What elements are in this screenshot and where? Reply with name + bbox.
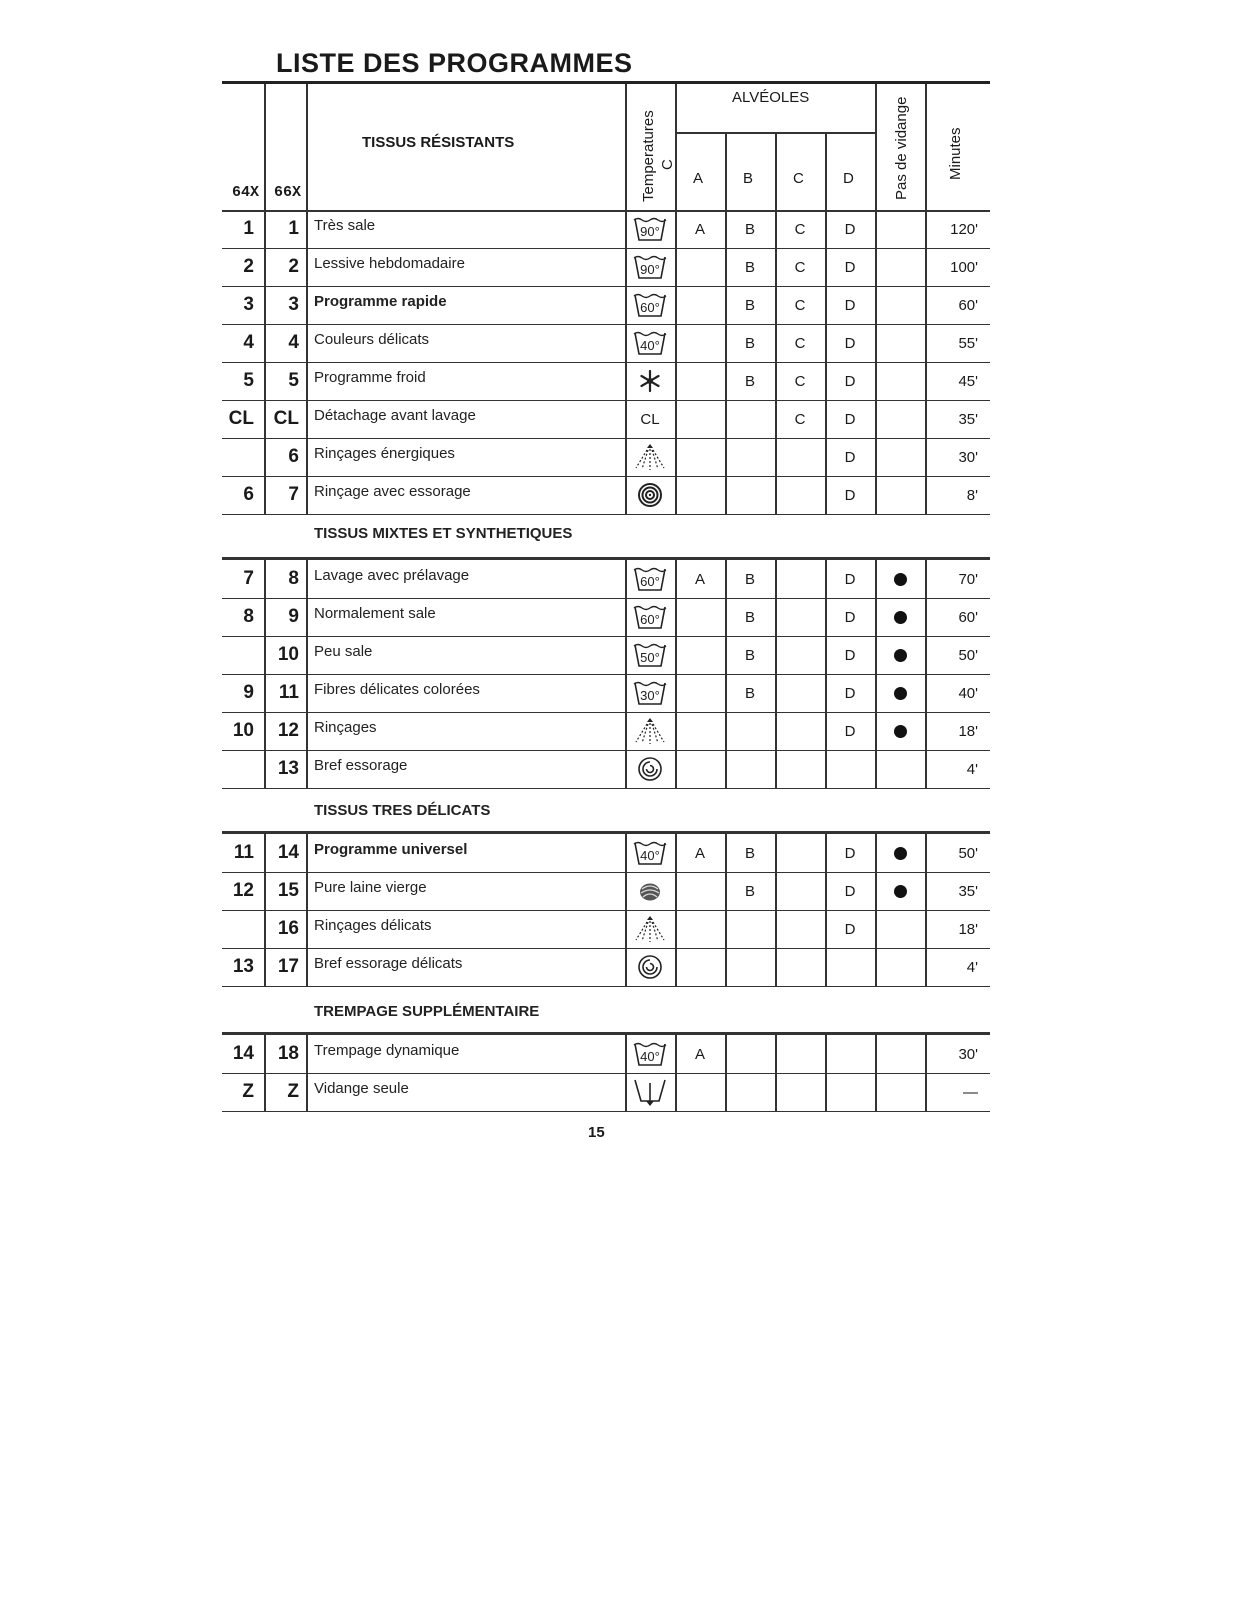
minutes-value: — [963, 1083, 978, 1101]
alveole-a [675, 400, 725, 438]
table-row [222, 248, 990, 287]
svg-text:40°: 40° [640, 338, 660, 353]
program-name: Bref essorage délicats [314, 955, 463, 972]
alveole-a [675, 362, 725, 400]
svg-text:60°: 60° [640, 300, 660, 315]
alveole-a: A [694, 1045, 705, 1063]
alveole-b: B [744, 372, 755, 390]
program-number-64x: 3 [243, 294, 254, 315]
program-number-64x: 4 [243, 332, 254, 353]
alveole-d: D [844, 410, 856, 428]
alveole-b: B [744, 646, 755, 664]
section-title: TREMPAGE SUPPLÉMENTAIRE [314, 1003, 540, 1020]
program-name: Normalement sale [314, 605, 436, 622]
alveole-d [825, 750, 875, 788]
program-number-64x: Z [242, 1081, 254, 1102]
alveole-a [675, 1073, 725, 1111]
alveole-d [825, 1073, 875, 1111]
alveole-a: A [694, 220, 705, 238]
program-number-64x [222, 910, 264, 948]
rinse-icon [625, 712, 675, 750]
program-name: Programme rapide [314, 293, 447, 310]
alveole-c: C [794, 296, 806, 314]
alveole-c [775, 674, 825, 712]
svg-text:90°: 90° [640, 224, 660, 239]
program-number-66x: 16 [277, 918, 299, 939]
program-number-66x: 4 [288, 332, 299, 353]
spin-icon [625, 948, 675, 986]
header-alv-a: A [693, 170, 704, 187]
temp-50-icon [625, 636, 675, 674]
minutes-value: 4' [966, 958, 978, 976]
alveole-d: D [844, 722, 856, 740]
program-name: Très sale [314, 217, 376, 234]
alveole-a [675, 948, 725, 986]
temp-60-icon [625, 286, 675, 324]
alveole-c [775, 1035, 825, 1073]
minutes-value: 50' [958, 844, 978, 862]
dot-icon [894, 885, 907, 898]
minutes-value: 60' [958, 608, 978, 626]
program-name: Bref essorage [314, 757, 408, 774]
header-minutes: Minutes [947, 127, 964, 180]
program-number-64x [222, 438, 264, 476]
alveole-c [775, 636, 825, 674]
alveole-b: B [744, 608, 755, 626]
svg-text:50°: 50° [640, 650, 660, 665]
alveole-b [725, 712, 775, 750]
program-number-64x: 9 [243, 682, 254, 703]
alveole-b [725, 750, 775, 788]
pas-de-vidange-cell [875, 210, 925, 248]
header-64x: 64X [232, 184, 260, 201]
program-number-66x: 14 [277, 842, 299, 863]
alveole-d: D [844, 844, 856, 862]
program-name: Vidange seule [314, 1080, 409, 1097]
table-row [222, 286, 990, 325]
alveole-d: D [844, 334, 856, 352]
minutes-value: 30' [958, 448, 978, 466]
alveole-c [775, 948, 825, 986]
table-row [222, 1073, 990, 1112]
program-number-66x: 5 [288, 370, 299, 391]
alveole-b [725, 948, 775, 986]
minutes-value: 8' [966, 486, 978, 504]
alveole-b [725, 476, 775, 514]
pas-de-vidange-cell [875, 286, 925, 324]
pas-de-vidange-cell [875, 476, 925, 514]
alveole-b [725, 438, 775, 476]
alveole-d: D [844, 258, 856, 276]
program-number-64x: 1 [243, 218, 254, 239]
table-row [222, 210, 990, 249]
alveole-a [675, 286, 725, 324]
program-number-66x: 17 [277, 956, 299, 977]
program-number-64x: 7 [243, 568, 254, 589]
dot-icon [894, 611, 907, 624]
pas-de-vidange-cell [875, 362, 925, 400]
header-temperatures: Temperatures [640, 110, 657, 202]
minutes-value: 35' [958, 410, 978, 428]
program-number-64x: 12 [232, 880, 254, 901]
table-row [222, 872, 990, 911]
drain-icon [625, 1073, 675, 1111]
alveole-c [775, 598, 825, 636]
minutes-value: 18' [958, 722, 978, 740]
program-name: Rinçages énergiques [314, 445, 455, 462]
alveole-c: C [794, 410, 806, 428]
minutes-value: 4' [966, 760, 978, 778]
alveole-d [825, 948, 875, 986]
dot-icon [894, 847, 907, 860]
alveole-a [675, 476, 725, 514]
table-row [222, 910, 990, 949]
table-row [222, 948, 990, 987]
program-number-64x: CL [228, 408, 254, 429]
spin-icon [625, 750, 675, 788]
svg-text:90°: 90° [640, 262, 660, 277]
alveole-b [725, 1073, 775, 1111]
alveole-a [675, 598, 725, 636]
section-title: TISSUS TRES DÉLICATS [314, 802, 491, 819]
program-name: Trempage dynamique [314, 1042, 460, 1059]
temp-40-icon [625, 834, 675, 872]
dot-icon [894, 687, 907, 700]
program-name: Fibres délicates colorées [314, 681, 480, 698]
section-rule [222, 1032, 990, 1035]
table-row [222, 674, 990, 713]
program-name: Programme froid [314, 369, 426, 386]
table-row [222, 362, 990, 401]
table-row [222, 324, 990, 363]
table-row [222, 712, 990, 751]
program-number-66x: 9 [288, 606, 299, 627]
minutes-value: 60' [958, 296, 978, 314]
alveole-c [775, 750, 825, 788]
table-row [222, 636, 990, 675]
section-rule [222, 557, 990, 560]
pas-de-vidange-cell [875, 910, 925, 948]
pas-de-vidange-cell [875, 948, 925, 986]
svg-text:60°: 60° [640, 612, 660, 627]
alveole-c [775, 872, 825, 910]
header-alv-c: C [793, 170, 804, 187]
section-rule [222, 831, 990, 834]
table-row [222, 476, 990, 515]
program-name: Programme universel [314, 841, 468, 858]
minutes-value: 55' [958, 334, 978, 352]
program-number-64x: 11 [233, 842, 254, 863]
table-row [222, 560, 990, 599]
pas-de-vidange-cell [875, 750, 925, 788]
alveole-a: A [694, 844, 705, 862]
alveole-a [675, 910, 725, 948]
rinse-icon [625, 910, 675, 948]
program-number-66x: 18 [277, 1043, 299, 1064]
spin-spiral-icon [625, 476, 675, 514]
alveole-c: C [794, 258, 806, 276]
program-number-64x [222, 636, 264, 674]
alveole-d: D [844, 296, 856, 314]
pas-de-vidange-cell [875, 248, 925, 286]
program-name: Rinçages [314, 719, 377, 736]
program-number-66x: 6 [288, 446, 299, 467]
alveole-c: C [794, 220, 806, 238]
program-number-64x: 6 [243, 484, 254, 505]
minutes-value: 120' [950, 220, 978, 238]
alveole-b: B [744, 882, 755, 900]
alveole-d: D [844, 220, 856, 238]
pas-de-vidange-cell [875, 560, 925, 598]
program-name: Couleurs délicats [314, 331, 430, 348]
minutes-value: 50' [958, 646, 978, 664]
alveole-a [675, 750, 725, 788]
page-number: 15 [588, 1124, 605, 1141]
program-number-64x: 14 [232, 1043, 254, 1064]
program-number-66x: 15 [277, 880, 299, 901]
header-alveoles: ALVÉOLES [732, 89, 810, 106]
temp-40-icon [625, 324, 675, 362]
dot-icon [894, 725, 907, 738]
program-number-66x: CL [273, 408, 299, 429]
alveole-b: B [744, 258, 755, 276]
program-number-64x: 2 [243, 256, 254, 277]
table-row [222, 1035, 990, 1074]
alveole-c [775, 834, 825, 872]
table-row [222, 834, 990, 873]
alveole-c [775, 560, 825, 598]
section-title: TISSUS MIXTES ET SYNTHETIQUES [314, 525, 573, 542]
table-header [222, 84, 990, 212]
svg-text:30°: 30° [640, 688, 660, 703]
header-temp-unit: C [659, 159, 676, 170]
snowflake-icon [625, 362, 675, 400]
pas-de-vidange-cell [875, 324, 925, 362]
program-name: Rinçages délicats [314, 917, 432, 934]
program-name: Lavage avec prélavage [314, 567, 470, 584]
temp-30-icon [625, 674, 675, 712]
svg-text:40°: 40° [640, 1049, 660, 1064]
alveole-d: D [844, 684, 856, 702]
program-name: Rinçage avec essorage [314, 483, 471, 500]
table-row [222, 438, 990, 477]
minutes-value: 40' [958, 684, 978, 702]
program-number-64x: 10 [232, 720, 254, 741]
alveole-a [675, 636, 725, 674]
alveole-c: C [794, 334, 806, 352]
alveole-d [825, 1035, 875, 1073]
program-number-64x [222, 750, 264, 788]
program-number-66x: 8 [288, 568, 299, 589]
dot-icon [894, 573, 907, 586]
header-66x: 66X [274, 184, 302, 201]
temp-60-icon [625, 598, 675, 636]
alveole-b [725, 400, 775, 438]
program-name: Lessive hebdomadaire [314, 255, 465, 272]
alveole-b: B [744, 684, 755, 702]
pas-de-vidange-cell [875, 674, 925, 712]
minutes-value: 100' [950, 258, 978, 276]
alveole-b: B [744, 570, 755, 588]
alveole-c [775, 910, 825, 948]
pas-de-vidange-cell [875, 598, 925, 636]
alveole-a [675, 438, 725, 476]
header-alv-d: D [843, 170, 854, 187]
minutes-value: 45' [958, 372, 978, 390]
cl-symbol: CL [640, 410, 660, 428]
temp-40-icon [625, 1035, 675, 1073]
program-number-64x: 8 [243, 606, 254, 627]
pas-de-vidange-cell [875, 1073, 925, 1111]
alveole-d: D [844, 372, 856, 390]
program-number-66x: 1 [288, 218, 299, 239]
temp-90-icon [625, 210, 675, 248]
alveole-a: A [694, 570, 705, 588]
alveole-d: D [844, 646, 856, 664]
dot-icon [894, 649, 907, 662]
program-number-66x: Z [287, 1081, 299, 1102]
alveole-d: D [844, 448, 856, 466]
program-name: Pure laine vierge [314, 879, 427, 896]
pas-de-vidange-cell [875, 438, 925, 476]
program-number-66x: 13 [277, 758, 299, 779]
program-name: Peu sale [314, 643, 373, 660]
program-name: Détachage avant lavage [314, 407, 476, 424]
alveole-d: D [844, 920, 856, 938]
alveole-c [775, 712, 825, 750]
pas-de-vidange-cell [875, 1035, 925, 1073]
pas-de-vidange-cell [875, 872, 925, 910]
pas-de-vidange-cell [875, 636, 925, 674]
program-number-66x: 11 [278, 682, 299, 703]
header-pas-de-vidange: Pas de vidange [893, 96, 910, 200]
wool-icon [625, 872, 675, 910]
alveole-c [775, 1073, 825, 1111]
temp-90-icon [625, 248, 675, 286]
program-number-66x: 3 [288, 294, 299, 315]
alveole-d: D [844, 608, 856, 626]
pas-de-vidange-cell [875, 834, 925, 872]
program-number-66x: 2 [288, 256, 299, 277]
alveole-c: C [794, 372, 806, 390]
minutes-value: 18' [958, 920, 978, 938]
minutes-value: 35' [958, 882, 978, 900]
alveole-c [775, 438, 825, 476]
table-row [222, 750, 990, 789]
program-number-66x: 10 [277, 644, 299, 665]
alveole-b [725, 1035, 775, 1073]
header-alv-b: B [743, 170, 754, 187]
alveole-b: B [744, 844, 755, 862]
program-number-66x: 12 [277, 720, 299, 741]
page-title: LISTE DES PROGRAMMES [276, 48, 633, 78]
table-row [222, 598, 990, 637]
alveole-b [725, 910, 775, 948]
alveole-a [675, 872, 725, 910]
svg-text:40°: 40° [640, 848, 660, 863]
alveole-a [675, 324, 725, 362]
minutes-value: 30' [958, 1045, 978, 1063]
alveole-a [675, 712, 725, 750]
pas-de-vidange-cell [875, 400, 925, 438]
minutes-value: 70' [958, 570, 978, 588]
header-section-title: TISSUS RÉSISTANTS [362, 134, 515, 151]
pas-de-vidange-cell [875, 712, 925, 750]
program-number-64x: 5 [243, 370, 254, 391]
rinse-icon [625, 438, 675, 476]
svg-text:60°: 60° [640, 574, 660, 589]
temp-60-icon [625, 560, 675, 598]
program-number-66x: 7 [288, 484, 299, 505]
alveole-a [675, 674, 725, 712]
alveole-d: D [844, 882, 856, 900]
alveole-c [775, 476, 825, 514]
alveole-a [675, 248, 725, 286]
program-number-64x: 13 [232, 956, 254, 977]
alveole-b: B [744, 220, 755, 238]
alveole-b: B [744, 334, 755, 352]
alveole-d: D [844, 570, 856, 588]
alveole-d: D [844, 486, 856, 504]
table-row [222, 400, 990, 439]
alveole-b: B [744, 296, 755, 314]
